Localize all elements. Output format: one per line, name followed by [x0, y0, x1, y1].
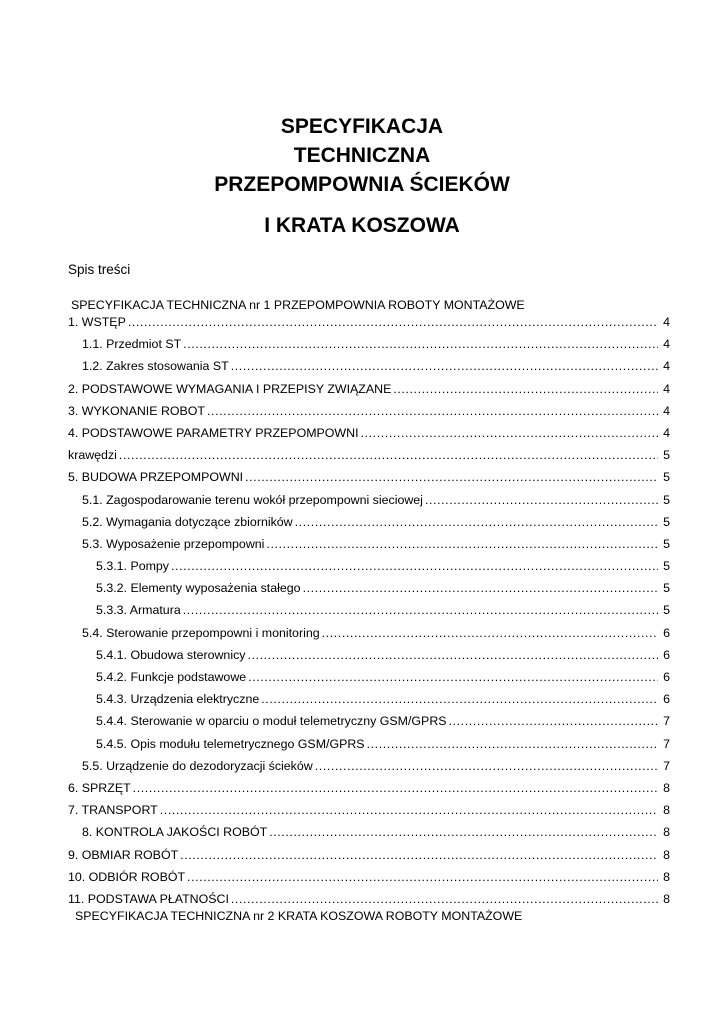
toc-entry-page: 4 — [663, 315, 670, 329]
toc-entry-leader — [425, 493, 658, 508]
toc-entry-label: 5.4.4. Sterowanie w oparciu o moduł telemetryczny GSM/GPRS — [96, 714, 447, 729]
toc-entry-page: 8 — [663, 847, 670, 862]
toc-entry-page: 8 — [663, 780, 670, 795]
toc-entry-label: 2. PODSTAWOWE WYMAGANIA I PRZEPISY ZWIĄZANE — [68, 381, 392, 396]
toc-entry-page: 4 — [663, 425, 670, 440]
toc-section-label-2: SPECYFIKACJA TECHNICZNA nr 2 KRATA KOSZOWA ROBOTY MONTAŻOWE — [75, 909, 523, 923]
toc-entry[interactable] — [68, 774, 670, 796]
toc-entry[interactable] — [68, 330, 670, 352]
toc-entry-label: 5.3.2. Elementy wyposażenia stałego — [96, 581, 301, 596]
toc-entry-label: 5.4.5. Opis modułu telemetrycznego GSM/GPRS — [96, 736, 365, 751]
toc-entry[interactable] — [68, 313, 670, 330]
toc-entry-leader — [187, 870, 658, 885]
toc-entry-label: 3. WYKONANIE ROBOT — [68, 403, 206, 418]
toc-entry[interactable] — [68, 485, 670, 507]
toc-entry-label: 5.4.2. Funkcje podstawowe — [96, 670, 247, 684]
toc-entry[interactable] — [68, 641, 670, 663]
toc-entry-label: 1. WSTĘP — [68, 315, 126, 329]
toc-entry[interactable] — [68, 663, 670, 685]
toc-entry[interactable] — [68, 530, 670, 552]
toc-entry[interactable] — [68, 707, 670, 729]
toc-entry[interactable] — [68, 552, 670, 574]
toc-entry-label: 5.4. Sterowanie przepompowni i monitoring — [82, 625, 320, 640]
toc-entry[interactable] — [68, 729, 670, 751]
toc-entry-leader — [303, 581, 658, 596]
toc-entry-page: 6 — [663, 692, 670, 707]
toc-entry-leader — [367, 737, 658, 752]
toc-entry-page: 7 — [663, 736, 670, 751]
toc-entry-leader — [269, 825, 658, 840]
toc-entry-leader — [247, 648, 658, 663]
toc-entry-leader — [160, 803, 658, 818]
toc-entry-label: 1.2. Zakres stosowania ST — [82, 359, 229, 374]
toc-entry-leader — [133, 781, 658, 796]
toc-entry-label: 11. PODSTAWA PŁATNOŚCI — [68, 891, 229, 906]
toc-entry-page: 4 — [663, 337, 670, 352]
toc-entry-label: 5.3. Wyposażenie przepompowni — [82, 536, 265, 551]
toc-entry-page: 5 — [663, 603, 670, 618]
toc-entry-page: 6 — [663, 647, 670, 662]
toc-entry-leader — [361, 426, 658, 441]
toc-entry[interactable] — [68, 352, 670, 374]
toc-entry-page: 8 — [663, 803, 670, 818]
toc-entry[interactable] — [68, 463, 670, 485]
toc-entry-leader — [261, 692, 658, 707]
toc-entry-leader — [393, 382, 658, 397]
toc-entry[interactable] — [68, 863, 670, 885]
toc-section-label-1: SPECYFIKACJA TECHNICZNA nr 1 PRZEPOMPOWNIA ROBOTY MONTAŻOWE — [71, 298, 525, 312]
title-line-3: PRZEPOMPOWNIA ŚCIEKÓW — [214, 173, 510, 196]
toc-entries — [68, 313, 670, 907]
toc-entry[interactable] — [68, 840, 670, 862]
toc-entry-label: 5.4.3. Urządzenia elektryczne — [96, 692, 260, 707]
toc-entry-leader — [266, 537, 658, 552]
toc-entry-leader — [180, 848, 658, 863]
toc-entry-leader — [119, 448, 658, 463]
toc-entry[interactable] — [68, 685, 670, 707]
title-line-1: SPECYFIKACJA — [280, 115, 444, 138]
toc-entry-label: 1.1. Przedmiot ST — [82, 337, 182, 352]
toc-entry-leader — [248, 670, 658, 685]
toc-entry-page: 5 — [663, 536, 670, 551]
toc-entry-leader — [449, 714, 658, 729]
document-subtitle: I KRATA KOSZOWA — [264, 214, 460, 237]
toc-entry-page: 5 — [663, 448, 670, 463]
toc-entry-label: 6. SPRZĘT — [68, 780, 131, 795]
toc-entry-page: 6 — [663, 625, 670, 640]
title-line-2: TECHNICZNA — [293, 144, 431, 167]
toc-entry-leader — [245, 470, 658, 485]
toc-entry-leader — [183, 337, 658, 352]
toc-entry[interactable] — [68, 885, 670, 907]
toc-entry[interactable] — [68, 374, 670, 396]
toc-entry-page: 5 — [663, 492, 670, 507]
toc-entry-page: 5 — [663, 470, 670, 485]
toc-entry-label: 5.5. Urządzenie do dezodoryzacji ścieków — [82, 758, 313, 773]
toc-entry-page: 6 — [663, 670, 670, 684]
toc-entry[interactable] — [68, 397, 670, 419]
toc-entry[interactable] — [68, 574, 670, 596]
toc-entry-label: 10. ODBIÓR ROBÓT — [68, 869, 186, 884]
toc-entry-leader — [128, 315, 658, 330]
toc-entry-label: 5.3.3. Armatura — [96, 603, 181, 618]
toc-entry-page: 5 — [663, 559, 670, 574]
toc-entry-leader — [322, 626, 658, 641]
toc-entry-page: 7 — [663, 714, 670, 729]
toc-entry-page: 4 — [663, 403, 670, 418]
toc-entry[interactable] — [68, 796, 670, 818]
toc-entry-leader — [231, 359, 658, 374]
toc-entry-label: 7. TRANSPORT — [68, 803, 158, 818]
toc-entry-label: 9. OBMIAR ROBÓT — [68, 847, 179, 862]
table-of-contents — [68, 297, 670, 907]
toc-entry-leader — [295, 515, 658, 530]
toc-entry[interactable] — [68, 818, 670, 840]
toc-entry[interactable] — [68, 508, 670, 530]
toc-entry-page: 5 — [663, 581, 670, 596]
toc-entry-page: 8 — [663, 869, 670, 884]
toc-entry-leader — [183, 603, 658, 618]
toc-entry-page: 5 — [663, 514, 670, 529]
toc-entry-leader — [171, 559, 658, 574]
toc-entry-label: krawędzi — [68, 448, 117, 463]
toc-entry-label: 5.3.1. Pompy — [96, 559, 170, 574]
toc-entry[interactable] — [68, 441, 670, 463]
toc-entry[interactable] — [68, 618, 670, 640]
toc-entry[interactable] — [68, 752, 670, 774]
toc-entry-label: 5. BUDOWA PRZEPOMPOWNI — [68, 470, 244, 485]
toc-entry-page: 8 — [663, 825, 670, 840]
toc-entry-label: 5.1. Zagospodarowanie terenu wokół przepompowni sieciowej — [82, 492, 423, 507]
toc-entry-page: 4 — [663, 381, 670, 396]
toc-entry-label: 8. KONTROLA JAKOŚCI ROBÓT — [82, 825, 268, 840]
toc-heading: Spis treści — [68, 262, 131, 277]
toc-entry-page: 8 — [663, 891, 670, 906]
toc-entry-leader — [207, 404, 658, 419]
document-title — [0, 112, 724, 240]
toc-entry-leader — [231, 892, 658, 907]
toc-entry-page: 7 — [663, 758, 670, 773]
toc-entry-label: 5.2. Wymagania dotyczące zbiorników — [82, 514, 293, 529]
toc-entry-page: 4 — [663, 359, 670, 374]
toc-entry-label: 5.4.1. Obudowa sterownicy — [96, 647, 246, 662]
toc-entry[interactable] — [68, 596, 670, 618]
toc-entry[interactable] — [68, 419, 670, 441]
toc-entry-leader — [315, 759, 658, 774]
toc-entry-label: 4. PODSTAWOWE PARAMETRY PRZEPOMPOWNI — [68, 425, 359, 440]
